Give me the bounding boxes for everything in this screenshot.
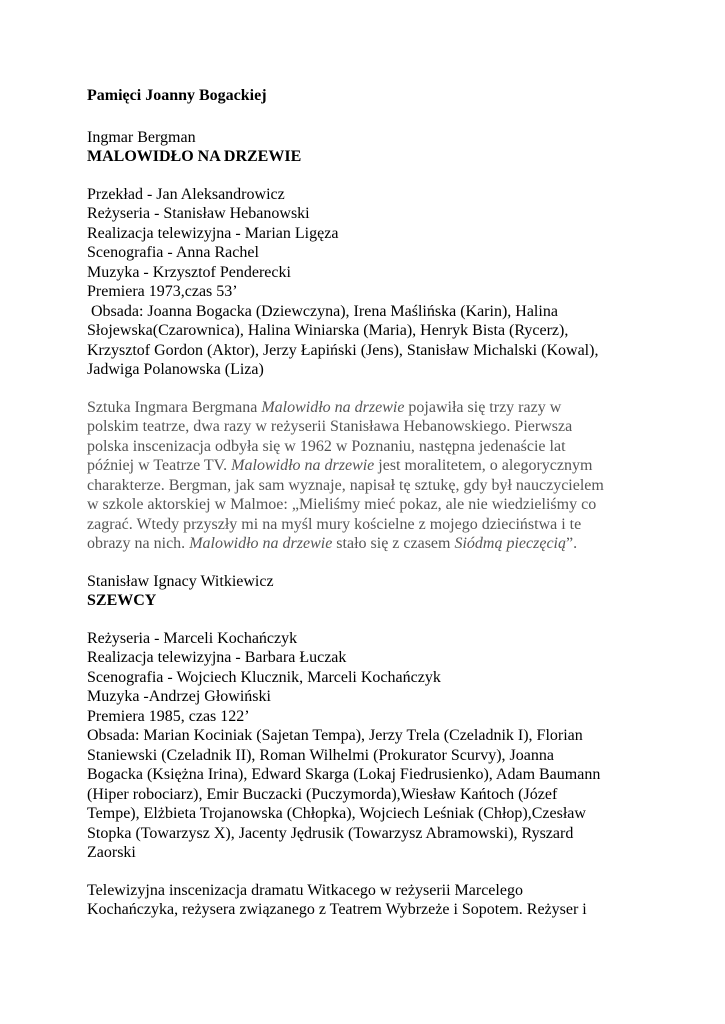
play-1-author: Ingmar Bergman bbox=[87, 128, 196, 146]
description-line bbox=[87, 456, 647, 476]
description-line bbox=[87, 476, 647, 496]
description-text: później w Teatrze TV. bbox=[87, 457, 232, 474]
cast-line: Obsada: Joanna Bogacka (Dziewczyna), Irena Maślińska (Karin), Halina bbox=[87, 302, 558, 320]
play-2-credits bbox=[87, 629, 647, 863]
description-line bbox=[87, 437, 647, 457]
description-line bbox=[87, 495, 647, 515]
dedication: Pamięci Joanny Bogackiej bbox=[87, 87, 267, 104]
credit-scenography: Scenografia - Wojciech Klucznik, Marceli Kochańczyk bbox=[87, 668, 441, 686]
credit-translation: Przekład - Jan Aleksandrowicz bbox=[87, 185, 285, 203]
credit-direction: Reżyseria - Marceli Kochańczyk bbox=[87, 629, 298, 647]
play-1-credits bbox=[87, 185, 647, 380]
description-text: obrazy na nich. bbox=[87, 535, 190, 552]
description-line bbox=[87, 515, 647, 535]
play-1 bbox=[87, 128, 647, 554]
credit-music: Muzyka -Andrzej Głowiński bbox=[87, 688, 271, 705]
credit-premiere: Premiera 1973,czas 53’ bbox=[87, 283, 238, 300]
cast-line: Staniewski (Czeladnik II), Roman Wilhelmi (Prokurator Scurvy), Joanna bbox=[87, 746, 554, 764]
description-line bbox=[87, 417, 647, 437]
credit-direction: Reżyseria - Stanisław Hebanowski bbox=[87, 205, 310, 222]
play-2-author: Stanisław Ignacy Witkiewicz bbox=[87, 572, 274, 590]
cast-line: Stopka (Towarzysz X), Jacenty Jędrusik (Towarzysz Abramowski), Ryszard bbox=[87, 824, 574, 842]
description-text: polskim teatrze, dwa razy w reżyserii Stanisława Hebanowskiego. Pierwsza bbox=[87, 418, 573, 435]
italic-title-text: Malowidło na drzewie bbox=[261, 398, 405, 416]
play-2 bbox=[87, 572, 647, 920]
description-line bbox=[87, 398, 647, 418]
credit-tv-realization: Realizacja telewizyjna - Barbara Łuczak bbox=[87, 649, 347, 666]
cast-line: Słojewska(Czarownica), Halina Winiarska (Maria), Henryk Bista (Rycerz), bbox=[87, 322, 569, 339]
cast-line: Obsada: Marian Kociniak (Sajetan Tempa), Jerzy Trela (Czeladnik I), Florian bbox=[87, 727, 583, 744]
document-content bbox=[87, 86, 647, 920]
cast-line: Jadwiga Polanowska (Liza) bbox=[87, 361, 264, 378]
cast-line: Tempe), Elżbieta Trojanowska (Chłopka), Wojciech Leśniak (Chłop),Czesław bbox=[87, 805, 586, 822]
play-2-description bbox=[87, 881, 647, 920]
description-line: Telewizyjna inscenizacja dramatu Witkacego w reżyserii Marcelego bbox=[87, 881, 523, 899]
credit-tv-realization: Realizacja telewizyjna - Marian Ligęza bbox=[87, 224, 339, 242]
play-2-title: SZEWCY bbox=[87, 592, 157, 609]
description-line: Kochańczyka, reżysera związanego z Teatrem Wybrzeże i Sopotem. Reżyser i bbox=[87, 901, 587, 918]
italic-title-text: Malowidło na drzewie bbox=[189, 535, 333, 552]
cast-line: Zaorski bbox=[87, 844, 136, 861]
description-text: Sztuka Ingmara Bergmana bbox=[87, 398, 262, 416]
cast-line: (Hiper robociarz), Emir Buczacki (Puczymorda),Wiesław Kańtoch (Józef bbox=[87, 785, 558, 803]
description-text: pojawiła się trzy razy w bbox=[404, 398, 562, 416]
credit-music: Muzyka - Krzysztof Penderecki bbox=[87, 263, 291, 281]
cast-line: Krzysztof Gordon (Aktor), Jerzy Łapiński (Jens), Stanisław Michalski (Kowal), bbox=[87, 341, 599, 359]
italic-title-text: Malowidło na drzewie bbox=[231, 457, 375, 474]
play-1-title: MALOWIDŁO NA DRZEWIE bbox=[87, 148, 302, 165]
description-text: charakterze. Bergman, jak sam wyznaje, napisał tę sztukę, gdy był nauczycielem bbox=[87, 476, 604, 494]
description-text: ”. bbox=[566, 535, 578, 552]
credit-premiere: Premiera 1985, czas 122’ bbox=[87, 707, 250, 725]
description-line bbox=[87, 534, 647, 554]
play-1-description bbox=[87, 398, 647, 554]
description-text: zagrać. Wtedy przyszły mi na myśl mury kościelne z mojego dzieciństwa i te bbox=[87, 515, 582, 533]
cast-line: Bogacka (Księżna Irina), Edward Skarga (Lokaj Fiedrusienko), Adam Baumann bbox=[87, 766, 601, 783]
credit-scenography: Scenografia - Anna Rachel bbox=[87, 244, 259, 261]
description-text: polska inscenizacja odbyła się w 1962 w Poznaniu, następna jedenaście lat bbox=[87, 437, 566, 455]
description-text: jest moralitetem, o alegorycznym bbox=[374, 457, 593, 474]
description-text: w szkole aktorskiej w Malmoe: „Mieliśmy mieć pokaz, ale nie wiedzieliśmy co bbox=[87, 496, 597, 513]
description-text: stało się z czasem bbox=[332, 535, 455, 552]
italic-title-text: Siódmą pieczęcią bbox=[454, 535, 566, 552]
